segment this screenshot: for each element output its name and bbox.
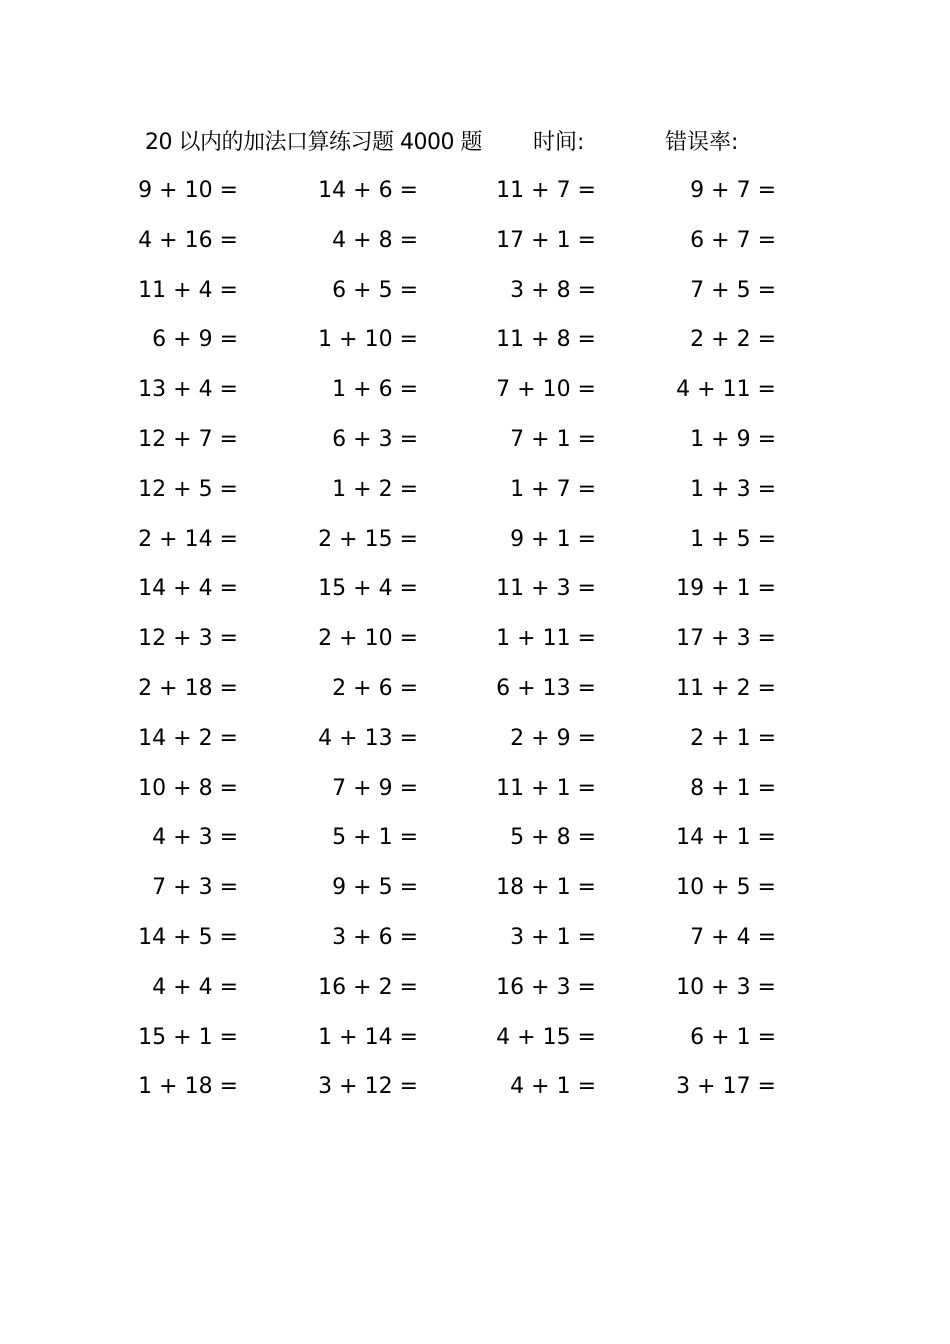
problem-item: 6 + 1 = bbox=[690, 1024, 776, 1050]
problem-item: 2 + 18 = bbox=[138, 675, 238, 701]
problem-row bbox=[0, 968, 950, 1018]
problem-item: 1 + 18 = bbox=[138, 1074, 238, 1100]
problem-item: 7 + 5 = bbox=[690, 277, 776, 303]
problem-item: 6 + 13 = bbox=[496, 675, 596, 701]
problem-row bbox=[0, 569, 950, 619]
problem-row bbox=[0, 719, 950, 769]
problem-item: 14 + 6 = bbox=[318, 178, 418, 203]
problem-item: 7 + 3 = bbox=[152, 875, 238, 901]
problem-item: 18 + 1 = bbox=[496, 875, 596, 901]
problem-row bbox=[0, 818, 950, 868]
problem-item: 17 + 3 = bbox=[676, 626, 776, 652]
problem-item: 5 + 1 = bbox=[332, 825, 418, 851]
problem-item: 14 + 5 = bbox=[138, 924, 238, 950]
problem-row bbox=[0, 271, 950, 321]
problem-row bbox=[0, 769, 950, 819]
problem-item: 6 + 9 = bbox=[152, 327, 238, 353]
problem-item: 4 + 15 = bbox=[496, 1024, 596, 1050]
problem-item: 4 + 13 = bbox=[318, 725, 418, 751]
problem-item: 1 + 6 = bbox=[332, 377, 418, 403]
problem-item: 5 + 8 = bbox=[510, 825, 596, 851]
time-label: 时间: bbox=[533, 130, 585, 155]
problem-item: 2 + 9 = bbox=[510, 725, 596, 751]
problem-row bbox=[0, 420, 950, 470]
error-rate-label: 错误率: bbox=[665, 130, 739, 155]
problem-row bbox=[0, 619, 950, 669]
problem-item: 6 + 3 = bbox=[332, 426, 418, 452]
problem-row bbox=[0, 1018, 950, 1068]
problem-item: 2 + 15 = bbox=[318, 526, 418, 552]
problem-item: 15 + 4 = bbox=[318, 576, 418, 602]
problem-item: 7 + 4 = bbox=[690, 924, 776, 950]
problem-item: 6 + 5 = bbox=[332, 277, 418, 303]
problem-item: 2 + 6 = bbox=[332, 675, 418, 701]
problem-item: 14 + 2 = bbox=[138, 725, 238, 751]
problem-item: 4 + 1 = bbox=[510, 1074, 596, 1100]
problem-item: 15 + 1 = bbox=[138, 1024, 238, 1050]
problem-item: 1 + 5 = bbox=[690, 526, 776, 552]
problem-item: 9 + 7 = bbox=[690, 178, 776, 203]
problem-item: 1 + 10 = bbox=[318, 327, 418, 353]
problem-item: 12 + 3 = bbox=[138, 626, 238, 652]
problem-row bbox=[0, 221, 950, 271]
problem-item: 3 + 12 = bbox=[318, 1074, 418, 1100]
problem-item: 4 + 11 = bbox=[676, 377, 776, 403]
problem-item: 9 + 10 = bbox=[138, 178, 238, 203]
problem-item: 9 + 1 = bbox=[510, 526, 596, 552]
problem-row bbox=[0, 918, 950, 968]
problem-item: 11 + 4 = bbox=[138, 277, 238, 303]
problem-item: 11 + 7 = bbox=[496, 178, 596, 203]
problem-item: 2 + 1 = bbox=[690, 725, 776, 751]
problem-row bbox=[0, 1067, 950, 1117]
problem-item: 13 + 4 = bbox=[138, 377, 238, 403]
worksheet-title: 20 以内的加法口算练习题 4000 题 bbox=[145, 130, 482, 155]
problem-item: 8 + 1 = bbox=[690, 775, 776, 801]
problem-item: 1 + 2 = bbox=[332, 476, 418, 502]
worksheet-header bbox=[0, 125, 950, 161]
problem-item: 7 + 9 = bbox=[332, 775, 418, 801]
problem-row bbox=[0, 171, 950, 221]
problem-item: 11 + 3 = bbox=[496, 576, 596, 602]
problem-row bbox=[0, 868, 950, 918]
problem-item: 9 + 5 = bbox=[332, 875, 418, 901]
problem-item: 10 + 5 = bbox=[676, 875, 776, 901]
problem-item: 7 + 10 = bbox=[496, 377, 596, 403]
problem-item: 14 + 4 = bbox=[138, 576, 238, 602]
problem-item: 11 + 2 = bbox=[676, 675, 776, 701]
problem-row bbox=[0, 370, 950, 420]
problem-item: 1 + 3 = bbox=[690, 476, 776, 502]
problem-item: 16 + 3 = bbox=[496, 974, 596, 1000]
problem-item: 2 + 10 = bbox=[318, 626, 418, 652]
problem-item: 4 + 3 = bbox=[152, 825, 238, 851]
problem-item: 14 + 1 = bbox=[676, 825, 776, 851]
problem-item: 10 + 3 = bbox=[676, 974, 776, 1000]
problem-item: 1 + 14 = bbox=[318, 1024, 418, 1050]
problem-item: 2 + 2 = bbox=[690, 327, 776, 353]
problem-item: 6 + 7 = bbox=[690, 227, 776, 253]
problem-grid bbox=[0, 171, 950, 1117]
problem-item: 1 + 7 = bbox=[510, 476, 596, 502]
problem-item: 4 + 16 = bbox=[138, 227, 238, 253]
problem-item: 7 + 1 = bbox=[510, 426, 596, 452]
problem-item: 16 + 2 = bbox=[318, 974, 418, 1000]
problem-item: 1 + 11 = bbox=[496, 626, 596, 652]
problem-row bbox=[0, 669, 950, 719]
problem-item: 2 + 14 = bbox=[138, 526, 238, 552]
problem-item: 3 + 8 = bbox=[510, 277, 596, 303]
problem-item: 10 + 8 = bbox=[138, 775, 238, 801]
problem-item: 11 + 8 = bbox=[496, 327, 596, 353]
problem-item: 17 + 1 = bbox=[496, 227, 596, 253]
problem-item: 4 + 4 = bbox=[152, 974, 238, 1000]
problem-item: 1 + 9 = bbox=[690, 426, 776, 452]
problem-row bbox=[0, 470, 950, 520]
problem-row bbox=[0, 520, 950, 570]
problem-item: 11 + 1 = bbox=[496, 775, 596, 801]
problem-item: 3 + 17 = bbox=[676, 1074, 776, 1100]
problem-item: 12 + 7 = bbox=[138, 426, 238, 452]
problem-item: 12 + 5 = bbox=[138, 476, 238, 502]
problem-item: 4 + 8 = bbox=[332, 227, 418, 253]
problem-item: 3 + 1 = bbox=[510, 924, 596, 950]
problem-row bbox=[0, 320, 950, 370]
problem-item: 19 + 1 = bbox=[676, 576, 776, 602]
problem-item: 3 + 6 = bbox=[332, 924, 418, 950]
